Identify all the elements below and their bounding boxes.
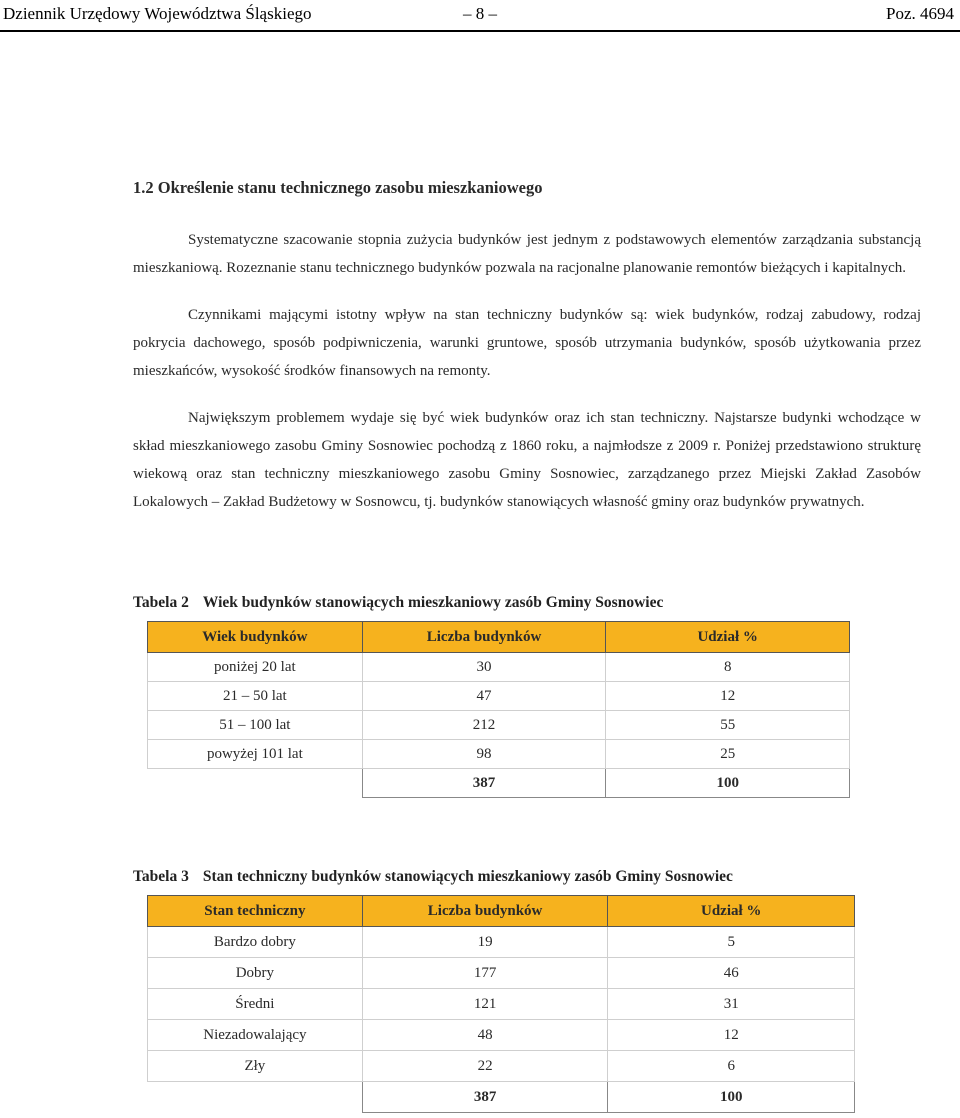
header-condition: Stan techniczny [148, 896, 363, 927]
table-total-row [148, 1082, 855, 1113]
header-share: Udział % [606, 622, 850, 653]
total-share: 100 [606, 769, 850, 798]
section-title: 1.2 Określenie stanu technicznego zasobu mieszkaniowego [133, 178, 543, 197]
table3-caption [133, 868, 733, 886]
header-age: Wiek budynków [148, 622, 363, 653]
journal-title: Dziennik Urzędowy Województwa Śląskiego [3, 4, 312, 23]
table3-label: Tabela 3 [133, 868, 189, 885]
cell-share: 6 [608, 1051, 855, 1082]
cell-count: 19 [362, 927, 608, 958]
technical-condition-table [147, 895, 855, 1113]
paragraph-1: Systematyczne szacowanie stopnia zużycia budynków jest jednym z podstawowych elementów zarządzania substancją mieszkaniową. Rozeznanie stanu technicznego budynków pozwala na racjonalne planowanie remontów bieżących i kapitalnych. [133, 232, 921, 276]
page-header [0, 0, 960, 32]
cell-condition: Niezadowalający [148, 1020, 363, 1051]
table-row [148, 927, 855, 958]
cell-share: 5 [608, 927, 855, 958]
cell-age: 21 – 50 lat [148, 682, 363, 711]
cell-count: 177 [362, 958, 608, 989]
table2-label: Tabela 2 [133, 594, 189, 611]
cell-count: 22 [362, 1051, 608, 1082]
cell-count: 48 [362, 1020, 608, 1051]
cell-share: 31 [608, 989, 855, 1020]
header-count: Liczba budynków [362, 896, 608, 927]
header-count: Liczba budynków [362, 622, 606, 653]
total-blank-cell [148, 1082, 363, 1113]
cell-age: poniżej 20 lat [148, 653, 363, 682]
total-count: 387 [362, 1082, 608, 1113]
section-content [133, 178, 921, 535]
cell-count: 98 [362, 740, 606, 769]
table-row [148, 711, 850, 740]
page-number: – 8 – [463, 4, 497, 23]
total-blank-cell [148, 769, 363, 798]
cell-count: 212 [362, 711, 606, 740]
paragraph-3: Największym problemem wydaje się być wiek budynków oraz ich stan techniczny. Najstarsze budynki wchodzące w skład mieszkaniowego zasobu Gminy Sosnowiec pochodzą z 1860 roku, a najmłodsze z 2009 r. Poniżej przedstawiono strukturę wiekową oraz stan techniczny mieszkaniowego zasobu Gminy Sosnowiec, zarządzanego przez Miejski Zakład Zasobów Lokalowych – Zakład Budżetowy w Sosnowcu, tj. budynków stanowiących własność gminy oraz budynków prywatnych. [133, 410, 921, 510]
cell-condition: Zły [148, 1051, 363, 1082]
cell-share: 25 [606, 740, 850, 769]
table-row [148, 1051, 855, 1082]
table3-title: Stan techniczny budynków stanowiących mieszkaniowy zasób Gminy Sosnowiec [202, 868, 733, 885]
cell-condition: Bardzo dobry [148, 927, 363, 958]
table-row [148, 740, 850, 769]
paragraph-2: Czynnikami mającymi istotny wpływ na stan techniczny budynków są: wiek budynków, rodzaj zabudowy, rodzaj pokrycia dachowego, sposób podpiwniczenia, warunki gruntowe, sposób utrzymania budynków, sposób użytkowania przez mieszkańców, wysokość środków finansowych na remonty. [133, 307, 921, 379]
cell-condition: Dobry [148, 958, 363, 989]
table-total-row [148, 769, 850, 798]
table-row [148, 958, 855, 989]
table-row [148, 682, 850, 711]
table2-caption [133, 594, 663, 612]
table-header-row [148, 622, 850, 653]
building-age-table [147, 621, 850, 798]
table-row [148, 653, 850, 682]
cell-count: 121 [362, 989, 608, 1020]
cell-share: 55 [606, 711, 850, 740]
total-count: 387 [362, 769, 606, 798]
total-share: 100 [608, 1082, 855, 1113]
header-share: Udział % [608, 896, 855, 927]
cell-age: 51 – 100 lat [148, 711, 363, 740]
table2-title: Wiek budynków stanowiących mieszkaniowy zasób Gminy Sosnowiec [202, 594, 664, 611]
cell-age: powyżej 101 lat [148, 740, 363, 769]
table-row [148, 1020, 855, 1051]
cell-count: 47 [362, 682, 606, 711]
cell-share: 12 [608, 1020, 855, 1051]
table-header-row [148, 896, 855, 927]
cell-condition: Średni [148, 989, 363, 1020]
cell-share: 46 [608, 958, 855, 989]
cell-share: 12 [606, 682, 850, 711]
cell-share: 8 [606, 653, 850, 682]
table-row [148, 989, 855, 1020]
cell-count: 30 [362, 653, 606, 682]
position-number: Poz. 4694 [886, 4, 954, 23]
